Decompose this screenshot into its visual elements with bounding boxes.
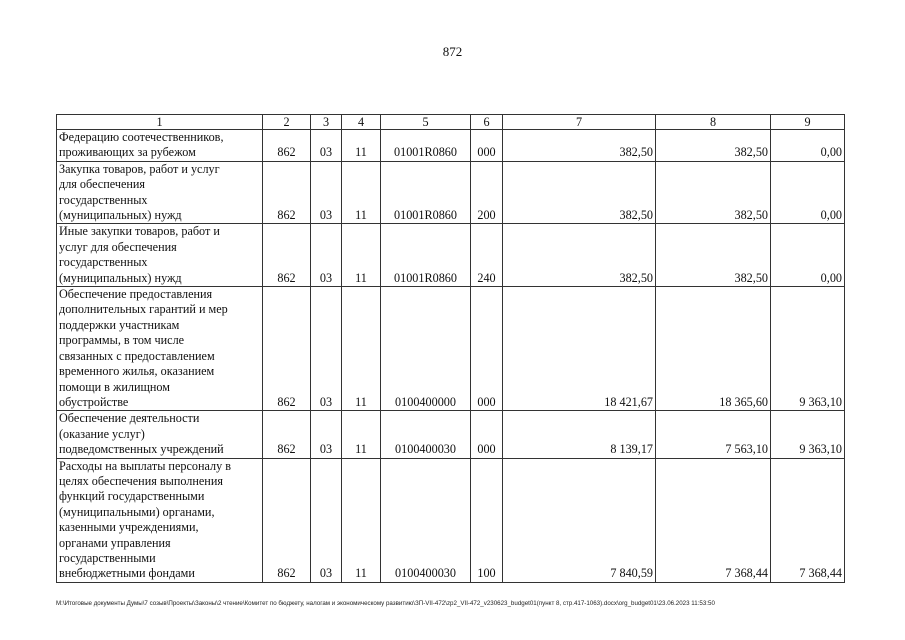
expense-name-line: (муниципальных) нужд	[59, 208, 182, 223]
expense-name-line: (муниципальными) органами,	[59, 504, 215, 519]
expense-name-line: Обеспечение деятельности	[59, 411, 200, 426]
amount-col7: 7 840,59	[503, 458, 656, 582]
section-code: 03	[311, 224, 342, 287]
ministry-code: 862	[263, 458, 311, 582]
document-path-footer: M:\Итоговые документы Думы\7 созыв\Проекты\Законы\2 чтение\Комитет по бюджету, налогам и экономическому развитию\ЗП-VII-472\zp2_VII-472_v230623_budget01(пункт 8, стр.417-1063).docx\org_budget01\23.06.2023 11:53:50	[56, 600, 715, 607]
column-header: 2	[263, 115, 311, 130]
ministry-code: 862	[263, 224, 311, 287]
table-row	[57, 411, 845, 458]
expense-name-line: государственных	[59, 255, 148, 270]
page-number: 872	[442, 44, 463, 59]
expense-name-line: временного жилья, оказанием	[59, 364, 215, 379]
expense-name-line: программы, в том числе	[59, 333, 185, 348]
amount-col9: 0,00	[771, 130, 845, 162]
expense-name-line: органами управления	[59, 535, 171, 550]
subsection-code: 11	[342, 458, 381, 582]
section-code: 03	[311, 130, 342, 162]
section-code: 03	[311, 458, 342, 582]
expense-type-code: 100	[471, 458, 503, 582]
expense-name-line: помощи в жилищном	[59, 379, 170, 394]
expense-name-line: Обеспечение предоставления	[59, 287, 213, 302]
expense-type-code: 000	[471, 130, 503, 162]
amount-col7: 382,50	[503, 224, 656, 287]
expense-name-line: государственными	[59, 550, 156, 565]
target-article-code: 01001R0860	[381, 161, 471, 224]
expense-name-line: внебюджетными фондами	[59, 566, 195, 581]
expense-name-line: для обеспечения	[59, 177, 146, 192]
expense-name-line: (муниципальных) нужд	[59, 270, 182, 285]
subsection-code: 11	[342, 130, 381, 162]
amount-col7: 382,50	[503, 130, 656, 162]
expense-name-line: поддержки участникам	[59, 317, 180, 332]
amount-col8: 7 563,10	[656, 411, 771, 458]
section-code: 03	[311, 161, 342, 224]
amount-col9: 9 363,10	[771, 411, 845, 458]
expense-name	[57, 411, 263, 458]
column-header: 1	[57, 115, 263, 130]
expense-name-line: подведомственных учреждений	[59, 442, 224, 457]
expense-name-line: Федерацию соотечественников,	[59, 130, 224, 144]
amount-col7: 18 421,67	[503, 287, 656, 411]
subsection-code: 11	[342, 411, 381, 458]
expense-name-line: целях обеспечения выполнения	[59, 473, 223, 488]
expense-name-line: обустройстве	[59, 394, 129, 409]
target-article-code: 0100400030	[381, 411, 471, 458]
target-article-code: 01001R0860	[381, 224, 471, 287]
expense-name	[57, 161, 263, 224]
column-header: 5	[381, 115, 471, 130]
expense-type-code: 200	[471, 161, 503, 224]
target-article-code: 0100400030	[381, 458, 471, 582]
expense-name-line: функций государственными	[59, 489, 205, 504]
expense-type-code: 000	[471, 287, 503, 411]
expense-name-line: проживающих за рубежом	[59, 145, 196, 160]
expense-name-line: связанных с предоставлением	[59, 348, 215, 363]
amount-col9: 0,00	[771, 224, 845, 287]
expense-name	[57, 458, 263, 582]
table-row	[57, 287, 845, 411]
amount-col9: 0,00	[771, 161, 845, 224]
expense-name-line: казенными учреждениями,	[59, 520, 199, 535]
column-header: 7	[503, 115, 656, 130]
amount-col8: 18 365,60	[656, 287, 771, 411]
column-header: 8	[656, 115, 771, 130]
ministry-code: 862	[263, 287, 311, 411]
subsection-code: 11	[342, 224, 381, 287]
expense-name	[57, 224, 263, 287]
ministry-code: 862	[263, 161, 311, 224]
table-row	[57, 458, 845, 582]
expense-name-line: Иные закупки товаров, работ и	[59, 224, 220, 239]
ministry-code: 862	[263, 130, 311, 162]
expense-name-line: Закупка товаров, работ и услуг	[59, 161, 220, 176]
column-header: 4	[342, 115, 381, 130]
section-code: 03	[311, 411, 342, 458]
expense-name	[57, 287, 263, 411]
section-code: 03	[311, 287, 342, 411]
expense-name-line: (оказание услуг)	[59, 426, 145, 441]
subsection-code: 11	[342, 287, 381, 411]
amount-col8: 382,50	[656, 224, 771, 287]
expense-name-line: Расходы на выплаты персоналу в	[59, 458, 231, 473]
amount-col7: 382,50	[503, 161, 656, 224]
expense-name	[57, 130, 263, 162]
table-row	[57, 130, 845, 162]
header-row	[57, 115, 845, 130]
column-header: 9	[771, 115, 845, 130]
ministry-code: 862	[263, 411, 311, 458]
expense-name-line: государственных	[59, 192, 148, 207]
expense-name-line: услуг для обеспечения	[59, 239, 177, 254]
table-row	[57, 161, 845, 224]
amount-col7: 8 139,17	[503, 411, 656, 458]
expense-type-code: 000	[471, 411, 503, 458]
subsection-code: 11	[342, 161, 381, 224]
table-row	[57, 224, 845, 287]
target-article-code: 01001R0860	[381, 130, 471, 162]
amount-col8: 382,50	[656, 161, 771, 224]
amount-col9: 9 363,10	[771, 287, 845, 411]
budget-table	[56, 114, 845, 583]
expense-name-line: дополнительных гарантий и мер	[59, 302, 228, 317]
target-article-code: 0100400000	[381, 287, 471, 411]
amount-col8: 7 368,44	[656, 458, 771, 582]
column-header: 3	[311, 115, 342, 130]
amount-col8: 382,50	[656, 130, 771, 162]
expense-type-code: 240	[471, 224, 503, 287]
column-header: 6	[471, 115, 503, 130]
amount-col9: 7 368,44	[771, 458, 845, 582]
